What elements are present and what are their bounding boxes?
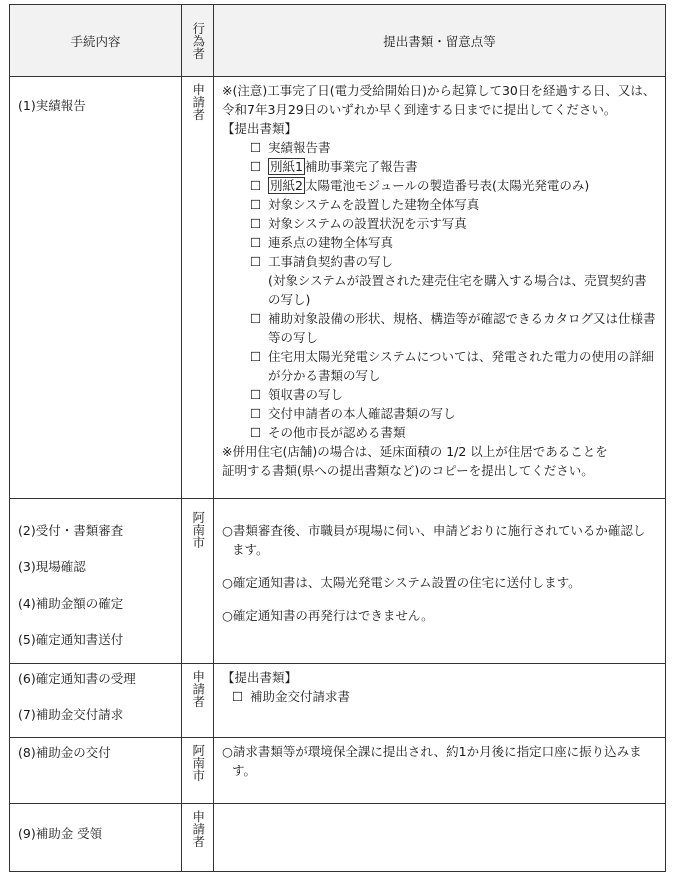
list-item: ○請求書類等が環境保全課に提出され、約1か月後に指定口座に振り込みます。 [222,744,642,778]
table-row-claim [10,664,665,738]
list-item: ☐ 交付申請者の本人確認書類の写し [250,406,456,421]
actor-label: 申請者 [190,670,206,708]
actor-label: 申請者 [190,83,206,121]
actor-label: 阿南市 [190,511,206,549]
attachment-tag: 別紙1 [270,159,303,174]
step-label: (4)補助金額の確定 [18,596,124,611]
list-item: ☐ 連系点の建物全体写真 [250,235,394,250]
step-label: (7)補助金交付請求 [18,707,124,722]
list-item: ☐ 補助対象設備の形状、規格、構造等が確認できるカタログ又は仕様書等の写し [250,311,656,345]
list-item: ○確定通知書は、太陽光発電システム設置の住宅に送付します。 [222,575,581,590]
list-item: ○書類審査後、市職員が現場に伺い、申請どおりに施行されているか確認します。 [222,523,646,557]
step-label: (9)補助金 受領 [18,826,103,841]
document-list [222,687,657,706]
mixed-use-note-line1: ※併用住宅(店舗)の場合は、延床面積の 1/2 以上が住居であることを [222,444,608,459]
header-procedure: 手続内容 [70,33,121,49]
table-row-report [10,77,665,499]
table-row-review [10,499,665,664]
header-documents: 提出書類・留意点等 [383,33,496,49]
step-label: (6)確定通知書の受理 [18,671,136,686]
claim-content [214,664,665,706]
list-item: ☐ 工事請負契約書の写し (対象システムが設置された建売住宅を購入する場合は、売買契約書の写し) [250,254,647,307]
procedure-table [9,4,666,872]
deadline-note: ※(注意)工事完了日(電力受給開始日)から起算して30日を経過する日、又は、令和7年3月29日のいずれか早く到達する日までに提出してください。 [222,83,656,117]
step-label: (1)実績報告 [18,98,86,113]
list-item: ☐ 対象システムの設置状況を示す写真 [250,216,467,231]
step-label: (5)確定通知書送付 [18,632,124,647]
list-item: ☐ 実績報告書 [250,140,331,155]
list-item: ☐ 別紙2 太陽電池モジュールの製造番号表(太陽光発電のみ) [250,178,590,193]
attachment-tag: 別紙2 [270,178,303,193]
actor-label: 申請者 [190,810,206,848]
table-row-receipt [10,804,665,871]
header-actor: 行為者 [190,21,206,60]
list-item: ☐ 住宅用太陽光発電システムについては、発電された電力の使用の詳細が分かる書類の写し [250,349,655,383]
list-item: ☐ 対象システムを設置した建物全体写真 [250,197,480,212]
table-row-grant [10,738,665,804]
step-label: (2)受付・書類審査 [18,523,124,538]
list-item: ○確定通知書の再発行はできません。 [222,608,434,623]
docs-heading: 【提出書類】 [222,121,298,136]
list-item: ☐ その他市長が認める書類 [250,425,406,440]
document-list [222,138,657,442]
list-item-sub: (対象システムが設置された建売住宅を購入する場合は、売買契約書の写し) [268,273,647,307]
list-item: ☐ 領収書の写し [250,387,344,402]
mixed-use-note-line2: 証明する書類(県への提出書類など)のコピーを提出してください。 [222,463,594,478]
step-label: (3)現場確認 [18,559,86,574]
review-content [214,499,665,625]
step-label: (8)補助金の交付 [18,745,111,760]
actor-label: 阿南市 [190,744,206,782]
list-item: ☐ 別紙1 補助事業完了報告書 [250,159,418,174]
table-header-row [10,5,665,77]
docs-heading: 【提出書類】 [222,670,298,685]
list-item: ☐ 補助金交付請求書 [232,689,351,704]
grant-content [214,738,665,780]
report-content [214,77,665,480]
